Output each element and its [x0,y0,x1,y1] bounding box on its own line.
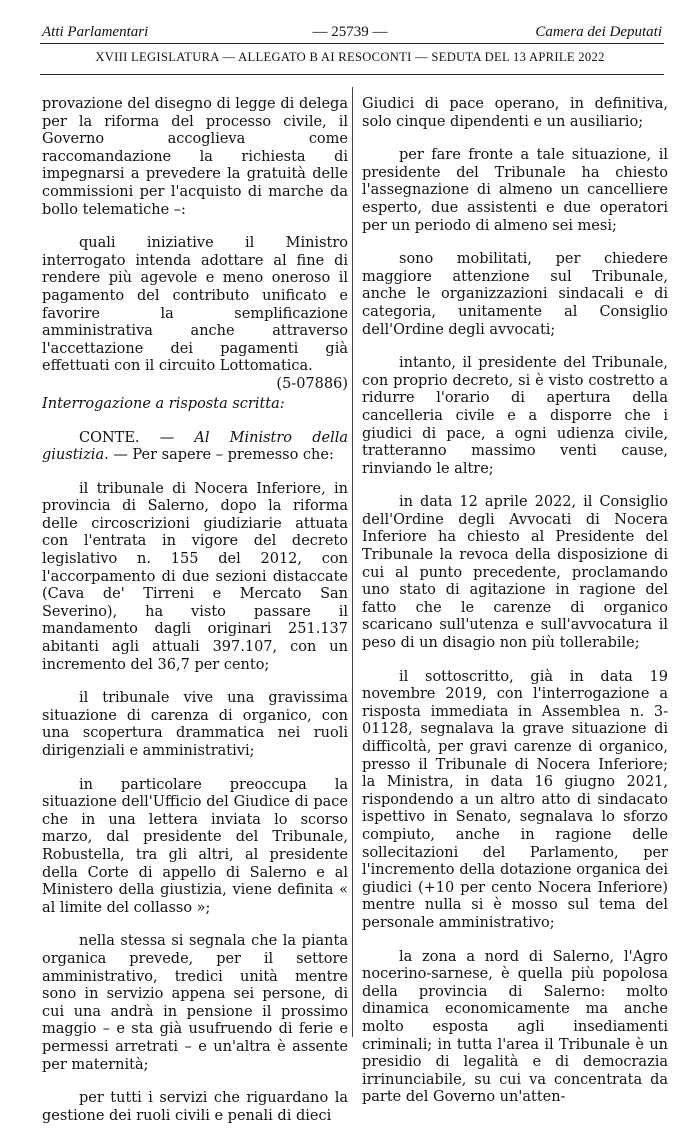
paragraph: il sottoscritto, già in data 19 novembre 2019, con l'interrogazione a risposta immediata in Assemblea n. 3-01128, segnalava la grave situazione di difficoltà, per gravi carenze di organico, presso il Tribunale di Nocera Inferiore; la Ministra, in data 16 giugno 2021, rispondendo a un altro atto di sindacato ispettivo in Senato, segnalava lo sforzo compiuto, anche in ragione delle sollecitazioni del Parlamento, per l'incremento della dotazione organica dei giudici (+10 per cento Nocera Inferiore) mentre nulla si è mosso sul tema del personale amministrativo; [362,668,668,931]
paragraph: sono mobilitati, per chiedere maggiore attenzione sul Tribunale, anche le organizzazioni sindacali e di categoria, unitamente al Consiglio dell'Ordine degli avvocati; [362,251,668,338]
subtitle-rule [40,74,664,75]
left-column [42,96,348,1141]
section-heading: Interrogazione a risposta scritta: [42,395,285,412]
header-subtitle: XVIII LEGISLATURA — ALLEGATO B AI RESOCONTI — SEDUTA DEL 13 APRILE 2022 [95,50,605,64]
paragraph: per fare fronte a tale situazione, il presidente del Tribunale ha chiesto l'assegnazione di almeno un cancelliere esperto, due assistenti e due operatori per un periodo di almeno sei mesi; [362,147,668,234]
paragraph [42,430,348,465]
page-number: — 25739 — [312,24,388,40]
paragraph-text: — Per sapere – premesso che: [113,447,334,464]
header-left: Atti Parlamentari [42,24,149,40]
header-right: Camera dei Deputati [535,24,662,40]
paragraph: provazione del disegno di legge di delega per la riforma del processo civile, il Governo accoglieva come raccomandazione la richiesta di impegnarsi a prevedere la gratuità delle commissioni per l'acquisto di marche da bollo telematiche –: [42,96,348,218]
paragraph: in particolare preoccupa la situazione dell'Ufficio del Giudice di pace che in una lettera inviata lo scorso marzo, dal presidente del Tribunale, Robustella, tra gli altri, al presidente della Corte di appello di Salerno e al Ministero della giustizia, viene definita « al limite del collasso »; [42,776,348,916]
addressee: Al Ministro della giustizia. [42,429,348,464]
paragraph: in data 12 aprile 2022, il Consiglio dell'Ordine degli Avvocati di Nocera Inferiore ha chiesto al Presidente del Tribunale la revoca della disposizione di cui al punto precedente, proclamando uno stato di agitazione in ragione del fatto che le carenze di organico scaricano sull'utenza e sull'avvocatura il peso di un disagio non più tollerabile; [362,494,668,652]
author: CONTE. — [79,429,175,446]
paragraph: intanto, il presidente del Tribunale, con proprio decreto, si è visto costretto a ridurre l'orario di apertura della cancelleria civile e a disporre che i giudici di pace, a ogni udienza civile, tratteranno massimo venti cause, rinviando le altre; [362,355,668,477]
paragraph: il tribunale di Nocera Inferiore, in provincia di Salerno, dopo la riforma delle circoscrizioni giudiziarie attuata con l'entrata in vigore del decreto legislativo n. 155 del 2012, con l'accorpamento di due sezioni distaccate (Cava de' Tirreni e Mercato San Severino), ha visto passare il mandamento dagli originari 251.137 abitanti agli attuali 397.107, con un incremento del 36,7 per cento; [42,480,348,673]
column-separator [352,87,353,1037]
paragraph-text: quali iniziative il Ministro interrogato intenda adottare al fine di rendere più agevole e meno oneroso il pagamento del contributo unificato e favorire la semplificazione amministrativa anche attraverso l'accettazione dei pagamenti già effettuati con il circuito Lottomatica. [42,235,348,375]
paragraph: la zona a nord di Salerno, l'Agro nocerino-sarnese, è quella più popolosa della provincia di Salerno: molto dinamica economicamente ma anche molto esposta agli insediamenti criminali; in tutta l'area il Tribunale è un presidio di legalità e di democrazia irrinunciabile, su cui va concentrata da parte del Governo un'atten- [362,948,668,1106]
right-column [362,96,668,1123]
paragraph [42,235,348,392]
paragraph: nella stessa si segnala che la pianta organica prevede, per il settore amministrativo, tredici unità mentre sono in servizio appena sei persone, di cui una andrà in pensione il prossimo maggio – e sta già usufruendo di ferie e permessi arretrati – e un'altra è assente per maternità; [42,933,348,1073]
paragraph: Giudici di pace operano, in definitiva, solo cinque dipendenti e un ausiliario; [362,96,668,130]
header-rule [40,43,664,44]
paragraph: per tutti i servizi che riguardano la gestione dei ruoli civili e penali di dieci [42,1090,348,1124]
paragraph: il tribunale vive una gravissima situazione di carenza di organico, con una scopertura drammatica nei ruoli dirigenziali e amministrativi; [42,690,348,759]
act-code: (5-07886) [276,375,348,392]
